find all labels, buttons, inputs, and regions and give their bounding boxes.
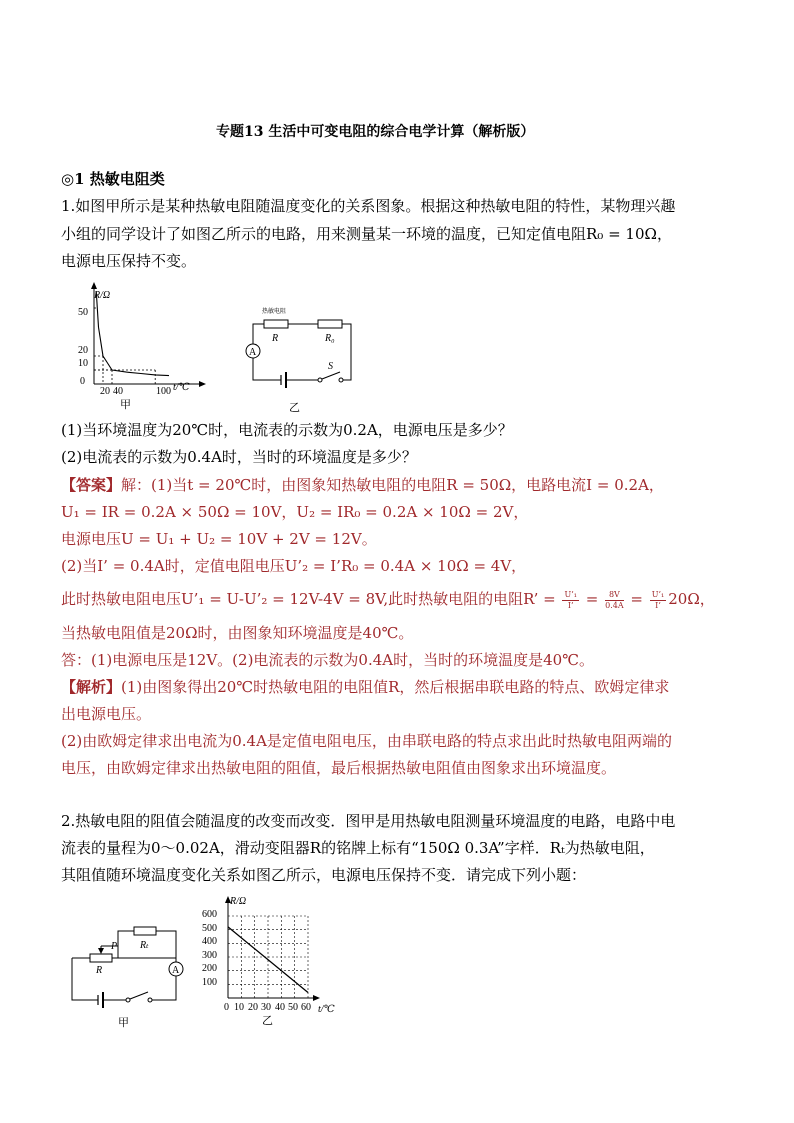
fraction-8v-over-0.4a: $\frac{8V}{0.4A}$ — [605, 589, 624, 610]
label-p: P — [111, 941, 118, 952]
fig2-xtick: 10 — [234, 1002, 244, 1013]
fig1-caption: 甲 — [120, 399, 131, 411]
fig2-ytick: 400 — [202, 936, 217, 947]
fig2-ytick: 200 — [202, 963, 217, 974]
q2-line-2: 流表的量程为0～0.02A，滑动变阻器R的铭牌上标有“150Ω 0.3A”字样．Rₜ为热敏电阻， — [61, 839, 655, 857]
switch-icon — [130, 992, 148, 999]
resistor-r0 — [318, 320, 342, 328]
answer-line-6: 当热敏电阻值是20Ω时，由图象知环境温度是40℃。 — [61, 624, 414, 642]
fig1-caption: 乙 — [289, 402, 300, 414]
analysis-line-3: (2)由欧姆定律求出电流为0.4A是定值电阻电压，由串联电路的特点求出此时热敏电阻两端的 — [61, 732, 672, 750]
fig2-y-label: R/Ω — [230, 896, 247, 907]
fraction-u1-over-i: $\frac{\text{U’₁}}{I’}$ — [564, 589, 577, 610]
fig1-ytick: 0 — [80, 376, 85, 387]
fig2-xtick: 0 — [224, 1002, 229, 1013]
fig2-ytick: 300 — [202, 950, 217, 961]
fig2-xtick: 20 — [248, 1002, 258, 1013]
slider-p-icon — [98, 948, 104, 954]
answer-line-3: 电源电压U = U₁ + U₂ = 10V + 2V = 12V。 — [61, 530, 377, 548]
fig2-caption: 乙 — [262, 1015, 273, 1027]
answer-line-2: U₁ = IR = 0.2A × 50Ω = 10V，U₂ = IR₀ = 0.2A × 10Ω = 2V， — [61, 503, 529, 521]
q2-line-1: 2.热敏电阻的阻值会随温度的改变而改变．图甲是用热敏电阻测量环境温度的电路，电路中电 — [61, 812, 676, 830]
fig1-y-label: R/Ω — [94, 290, 111, 301]
answer-line-1: 【答案】解：(1)当t = 20℃时，由图象知热敏电阻的电阻R = 50Ω，电路电流I = 0.2A， — [61, 476, 664, 494]
thermistor-rt — [134, 927, 156, 935]
switch-icon — [322, 372, 340, 379]
fig2-graph — [198, 890, 348, 1028]
thermistor-r — [264, 320, 288, 328]
ammeter-label: A — [249, 347, 257, 358]
rheostat-r — [90, 954, 112, 962]
ammeter-label: A — [172, 965, 180, 976]
label-r: R — [96, 965, 103, 976]
section-heading: ◎1 热敏电阻类 — [61, 170, 165, 188]
analysis-line-2: 出电源电压。 — [61, 705, 152, 723]
q1-line-3: 电源电压保持不变。 — [61, 252, 197, 270]
label-r: R — [272, 333, 279, 344]
analysis-tag: 【解析】 — [61, 678, 122, 696]
thermistor-text: 热敏电阻 — [262, 309, 287, 315]
fig1-xtick: 20 — [100, 386, 110, 397]
fig2-ytick: 600 — [202, 909, 217, 920]
q1-sub-2: (2)电流表的示数为0.4A时，当时的环境温度是多少？ — [61, 448, 417, 466]
fig1-xtick: 40 — [113, 386, 123, 397]
label-r0: R₀ — [325, 333, 335, 344]
fig2-ytick: 500 — [202, 923, 217, 934]
fig2-circuit — [62, 922, 194, 1030]
fig2-ytick: 100 — [202, 977, 217, 988]
answer-line-7: 答：(1)电源电压是12V。(2)电流表的示数为0.4A时，当时的环境温度是40℃。 — [61, 651, 594, 669]
fig1-circuit — [238, 296, 368, 414]
fig2-caption: 甲 — [118, 1017, 129, 1029]
answer-tag: 【答案】 — [61, 476, 122, 494]
fig1-graph — [70, 280, 210, 412]
fig2-xtick: 60 — [301, 1002, 311, 1013]
q2-line-3: 其阻值随环境温度变化关系如图乙所示，电源电压保持不变．请完成下列小题： — [61, 866, 587, 884]
fig1-xtick: 100 — [156, 386, 171, 397]
analysis-line-4: 电压，由欧姆定律求出热敏电阻的阻值，最后根据热敏电阻值由图象求出环境温度。 — [61, 759, 617, 777]
q1-line-1: 1.如图甲所示是某种热敏电阻随温度变化的关系图象。根据这种热敏电阻的特性，某物理兴趣 — [61, 197, 676, 215]
fig1-ytick: 50 — [78, 307, 88, 318]
page-title: 专题13 生活中可变电阻的综合电学计算（解析版） — [216, 124, 535, 140]
series-line — [96, 292, 169, 376]
answer-line-5: 此时热敏电阻电压U’₁ = U-U’₂ = 12V-4V = 8V,此时热敏电阻的电阻R’ = $\frac{\text{U’₁}}{I’}$ = $\frac{8V}{0.4A}$ = $\frac{\text{U’₁}}{I’}$ 20Ω， — [61, 589, 715, 610]
fig1-ytick: 20 — [78, 345, 88, 356]
analysis-line-1: 【解析】(1)由图象得出20℃时热敏电阻的电阻值R，然后根据串联电路的特点、欧姆定律求 — [61, 678, 670, 696]
fraction-u1-over-i-2: $\frac{\text{U’₁}}{I’}$ — [651, 589, 665, 610]
q1-sub-1: (1)当环境温度为20℃时，电流表的示数为0.2A，电源电压是多少？ — [61, 421, 513, 439]
switch-label: S — [328, 361, 333, 372]
fig2-x-label: t/℃ — [318, 1004, 335, 1015]
answer-line-4: (2)当I’ = 0.4A时，定值电阻电压U’₂ = I’R₀ = 0.4A × 10Ω = 4V， — [61, 557, 527, 575]
fig1-x-label: t/℃ — [173, 382, 190, 393]
fig2-xtick: 30 — [261, 1002, 271, 1013]
fig2-xtick: 50 — [288, 1002, 298, 1013]
fig1-ytick: 10 — [78, 358, 88, 369]
q1-line-2: 小组的同学设计了如图乙所示的电路，用来测量某一环境的温度，已知定值电阻R₀ = 10Ω， — [61, 225, 672, 243]
fig2-xtick: 40 — [275, 1002, 285, 1013]
label-rt: Rₜ — [140, 940, 149, 951]
